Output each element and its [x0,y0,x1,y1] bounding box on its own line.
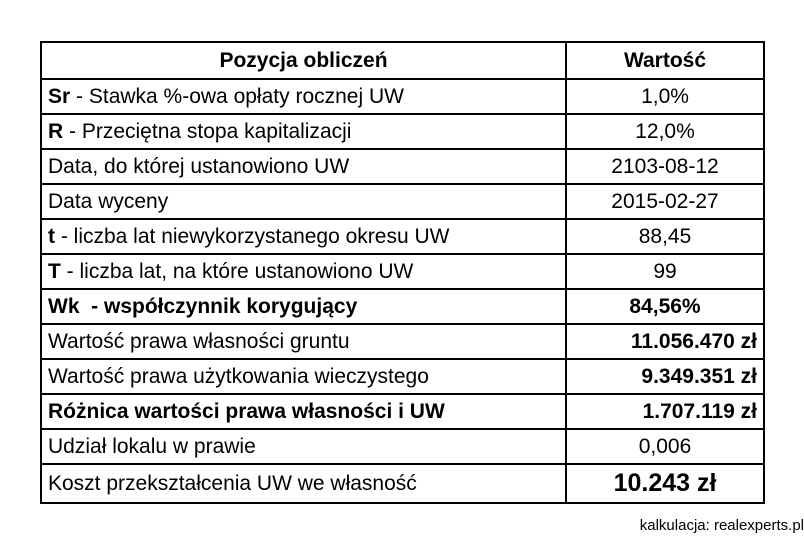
table-row [41,219,764,254]
row-label [41,254,566,289]
row-label: Wartość prawa użytkowania wieczystego [41,359,566,394]
calculation-table [40,41,765,504]
row-label [41,79,566,114]
row-value: 2103-08-12 [566,149,764,184]
row-value-total: 10.243 zł [566,464,764,503]
row-description: - liczba lat, na które ustanowiono UW [60,260,414,283]
row-label: Wartość prawa własności gruntu [41,324,566,359]
row-description: - liczba lat niewykorzystanego okresu UW [55,225,450,248]
row-value: 1.707.119 zł [566,394,764,429]
row-value: 12,0% [566,114,764,149]
row-value: 99 [566,254,764,289]
table-row [41,464,764,503]
table-row [41,114,764,149]
table-row [41,149,764,184]
table-row [41,359,764,394]
table-row [41,429,764,464]
row-label: Data, do której ustanowiono UW [41,149,566,184]
table-row [41,394,764,429]
footer-credit: kalkulacja: realexperts.pl [639,517,804,534]
row-label: Wk - współczynnik korygujący [41,289,566,324]
row-description: - Przeciętna stopa kapitalizacji [63,120,352,143]
row-label: Udział lokalu w prawie [41,429,566,464]
row-value: 88,45 [566,219,764,254]
table-row [41,79,764,114]
row-symbol: T [48,260,61,283]
table-header-row [41,42,764,79]
row-value: 11.056.470 zł [566,324,764,359]
row-label: Różnica wartości prawa własności i UW [41,394,566,429]
row-label [41,114,566,149]
row-value: 9.349.351 zł [566,359,764,394]
row-value: 1,0% [566,79,764,114]
row-symbol: Sr [48,85,71,108]
row-label: Data wyceny [41,184,566,219]
row-value: 84,56% [566,289,764,324]
column-header-position: Pozycja obliczeń [41,42,566,79]
table-row [41,289,764,324]
row-label [41,219,566,254]
row-description: - Stawka %-owa opłaty rocznej UW [70,85,404,108]
row-label: Koszt przekształcenia UW we własność [41,464,566,503]
column-header-value: Wartość [566,42,764,79]
table-row [41,324,764,359]
table-row [41,254,764,289]
row-value: 2015-02-27 [566,184,764,219]
row-symbol: t [48,225,55,248]
table-row [41,184,764,219]
row-value: 0,006 [566,429,764,464]
row-symbol: R [48,120,64,143]
